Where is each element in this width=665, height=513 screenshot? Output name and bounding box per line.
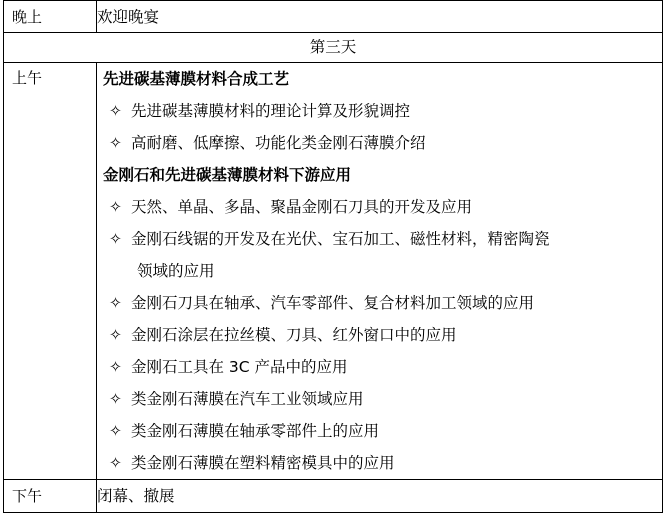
content-cell: 欢迎晚宴 [97,1,663,33]
bullet-icon: ✧ [109,326,122,344]
time-cell: 下午 [4,480,97,513]
list-item: ✧ 金刚石涂层在拉丝模、刀具、红外窗口中的应用 [97,319,662,351]
list-item: ✧ 高耐磨、低摩擦、功能化类金刚石薄膜介绍 [97,127,662,159]
time-cell: 上午 [4,63,97,480]
section-heading: 先进碳基薄膜材料合成工艺 [103,70,290,88]
schedule-table [3,0,663,513]
list-item: ✧ 类金刚石薄膜在塑料精密模具中的应用 [97,447,662,479]
list-item: ✧ 天然、单晶、多晶、聚晶金刚石刀具的开发及应用 [97,191,662,223]
morning-content [97,63,663,480]
day-header: 第三天 [4,33,663,63]
afternoon-row [4,480,663,513]
bullet-icon: ✧ [109,390,122,408]
list-item: ✧ 金刚石线锯的开发及在光伏、宝石加工、磁性材料，精密陶瓷 [97,223,662,255]
bullet-icon: ✧ [109,198,122,216]
day-header-row [4,33,663,63]
list-item: ✧ 类金刚石薄膜在轴承零部件上的应用 [97,415,662,447]
bullet-icon: ✧ [109,102,122,120]
bullet-icon: ✧ [109,358,122,376]
time-cell: 晚上 [4,1,97,33]
content-cell: 闭幕、撤展 [97,480,663,513]
list-item: ✧ 类金刚石薄膜在汽车工业领域应用 [97,383,662,415]
list-item: ✧ 先进碳基薄膜材料的理论计算及形貌调控 [97,95,662,127]
bullet-icon: ✧ [109,230,122,248]
bullet-icon: ✧ [109,454,122,472]
morning-row [4,63,663,480]
list-item: ✧ 金刚石工具在 3C 产品中的应用 [97,351,662,383]
section-heading: 金刚石和先进碳基薄膜材料下游应用 [103,166,352,184]
bullet-icon: ✧ [109,294,122,312]
evening-row [4,1,663,33]
bullet-icon: ✧ [109,422,122,440]
list-item: ✧ 金刚石刀具在轴承、汽车零部件、复合材料加工领域的应用 [97,287,662,319]
list-item-continuation: 领域的应用 [137,262,215,280]
bullet-icon: ✧ [109,134,122,152]
